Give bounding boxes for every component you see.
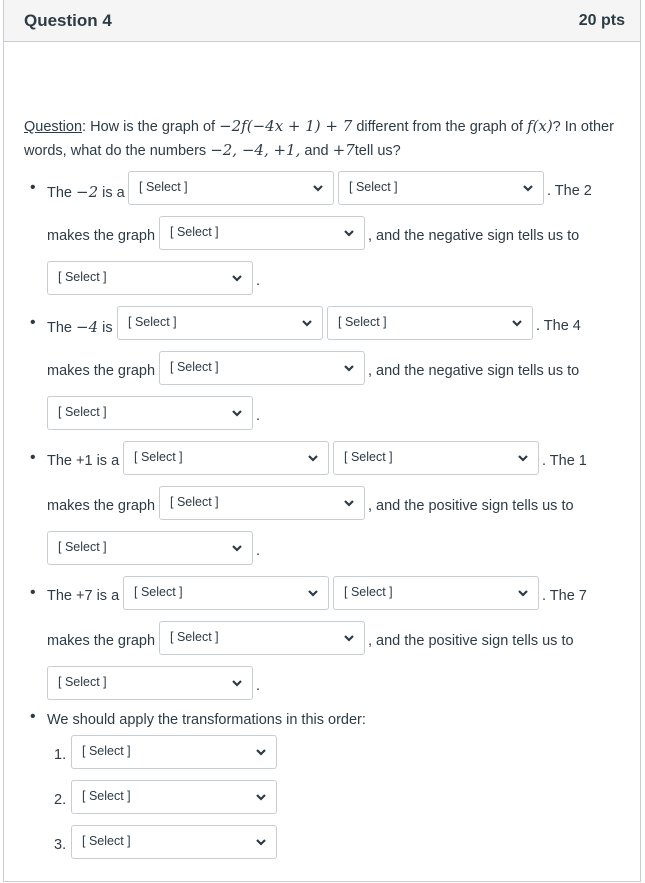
question-text-part: and xyxy=(300,143,333,159)
item4-period: . xyxy=(256,678,261,694)
item1-sign: , and the negative sign tells us to xyxy=(368,228,580,244)
chevron-down-icon xyxy=(301,318,313,328)
select-value: [ Select ] xyxy=(134,585,183,599)
order-number-2: 2. xyxy=(54,792,67,808)
chevron-down-icon xyxy=(307,453,319,463)
question-text-part: : How is the graph of xyxy=(82,119,220,135)
item1-lead-b: is a xyxy=(98,185,125,201)
question-title: Question 4 xyxy=(24,10,112,30)
item1-select-direction[interactable] xyxy=(338,171,544,205)
item1-lead-num: −2 xyxy=(76,183,99,201)
order-number-1: 1. xyxy=(54,747,67,763)
chevron-down-icon xyxy=(517,588,529,598)
chevron-down-icon xyxy=(522,183,534,193)
chevron-down-icon xyxy=(343,498,355,508)
item4-tail: . The 7 xyxy=(542,588,587,604)
question-text-part: ? In other words, what do the numbers xyxy=(24,119,614,159)
item2-period: . xyxy=(256,408,261,424)
question-header xyxy=(4,0,640,42)
chevron-down-icon xyxy=(343,363,355,373)
question-text-part: different from the graph of xyxy=(352,119,527,135)
item4-select-effect[interactable] xyxy=(159,621,365,655)
bullet-icon: • xyxy=(30,449,36,466)
item2-select-type[interactable] xyxy=(117,306,323,340)
item3-select-type[interactable] xyxy=(123,441,329,475)
item4-lead: The +7 is a xyxy=(47,588,120,604)
select-value: [ Select ] xyxy=(338,315,387,329)
select-value: [ Select ] xyxy=(170,495,219,509)
select-value: [ Select ] xyxy=(58,675,107,689)
item1-tail: . The 2 xyxy=(547,183,592,199)
bullet-icon: • xyxy=(30,584,36,601)
chevron-down-icon xyxy=(231,408,243,418)
chevron-down-icon xyxy=(231,543,243,553)
item1-period: . xyxy=(256,273,261,289)
question-text xyxy=(24,115,624,163)
chevron-down-icon xyxy=(343,633,355,643)
bullet-icon: • xyxy=(30,708,36,725)
select-value: [ Select ] xyxy=(58,270,107,284)
select-value: [ Select ] xyxy=(170,225,219,239)
order-select-2[interactable] xyxy=(71,780,277,814)
select-value: [ Select ] xyxy=(349,180,398,194)
order-number-3: 3. xyxy=(54,837,67,853)
item1-lead xyxy=(47,183,125,201)
item1-select-type[interactable] xyxy=(128,171,334,205)
select-value: [ Select ] xyxy=(170,360,219,374)
item2-lead-b: is xyxy=(98,320,113,336)
item3-select-direction[interactable] xyxy=(333,441,539,475)
item2-tail: . The 4 xyxy=(536,318,581,334)
chevron-down-icon xyxy=(307,588,319,598)
question-text-part: tell us? xyxy=(354,143,401,159)
expression-parent: f(x) xyxy=(526,117,553,135)
order-text: We should apply the transformations in this order: xyxy=(47,712,366,728)
select-value: [ Select ] xyxy=(82,744,131,758)
question-points: 20 pts xyxy=(578,11,625,29)
item2-lead xyxy=(47,318,113,336)
select-value: [ Select ] xyxy=(82,789,131,803)
item4-select-direction[interactable] xyxy=(333,576,539,610)
item4-makes: makes the graph xyxy=(47,633,156,649)
bullet-icon: • xyxy=(30,314,36,331)
chevron-down-icon xyxy=(231,678,243,688)
item2-select-sign[interactable] xyxy=(47,396,253,430)
item2-select-effect[interactable] xyxy=(159,351,365,385)
select-value: [ Select ] xyxy=(170,630,219,644)
order-select-3[interactable] xyxy=(71,825,277,859)
item3-tail: . The 1 xyxy=(542,453,587,469)
chevron-down-icon xyxy=(231,273,243,283)
item4-sign: , and the positive sign tells us to xyxy=(368,633,574,649)
item1-select-effect[interactable] xyxy=(159,216,365,250)
select-value: [ Select ] xyxy=(128,315,177,329)
select-value: [ Select ] xyxy=(58,540,107,554)
select-value: [ Select ] xyxy=(134,450,183,464)
order-select-1[interactable] xyxy=(71,735,277,769)
item3-select-effect[interactable] xyxy=(159,486,365,520)
chevron-down-icon xyxy=(312,183,324,193)
select-value: [ Select ] xyxy=(139,180,188,194)
question-label: Question xyxy=(24,119,83,135)
item2-lead-a: The xyxy=(47,320,77,336)
number-plus7: +7 xyxy=(332,141,355,159)
item1-makes: makes the graph xyxy=(47,228,156,244)
chevron-down-icon xyxy=(511,318,523,328)
chevron-down-icon xyxy=(343,228,355,238)
select-value: [ Select ] xyxy=(344,585,393,599)
select-value: [ Select ] xyxy=(344,450,393,464)
item1-select-sign[interactable] xyxy=(47,261,253,295)
item2-lead-num: −4 xyxy=(76,318,99,336)
item2-makes: makes the graph xyxy=(47,363,156,379)
select-value: [ Select ] xyxy=(58,405,107,419)
item3-period: . xyxy=(256,543,261,559)
chevron-down-icon xyxy=(517,453,529,463)
item3-makes: makes the graph xyxy=(47,498,156,514)
chevron-down-icon xyxy=(255,792,267,802)
item2-sign: , and the negative sign tells us to xyxy=(368,363,580,379)
chevron-down-icon xyxy=(255,747,267,757)
item3-lead: The +1 is a xyxy=(47,453,120,469)
item3-sign: , and the positive sign tells us to xyxy=(368,498,574,514)
item2-select-direction[interactable] xyxy=(327,306,533,340)
item4-select-sign[interactable] xyxy=(47,666,253,700)
item1-lead-a: The xyxy=(47,185,77,201)
numbers-list: −2, −4, +1, xyxy=(210,141,301,159)
bullet-icon: • xyxy=(30,179,36,196)
item3-select-sign[interactable] xyxy=(47,531,253,565)
item4-select-type[interactable] xyxy=(123,576,329,610)
question-card xyxy=(3,0,641,882)
chevron-down-icon xyxy=(255,837,267,847)
select-value: [ Select ] xyxy=(82,834,131,848)
expression-transformed: −2f(−4x + 1) + 7 xyxy=(219,117,353,135)
